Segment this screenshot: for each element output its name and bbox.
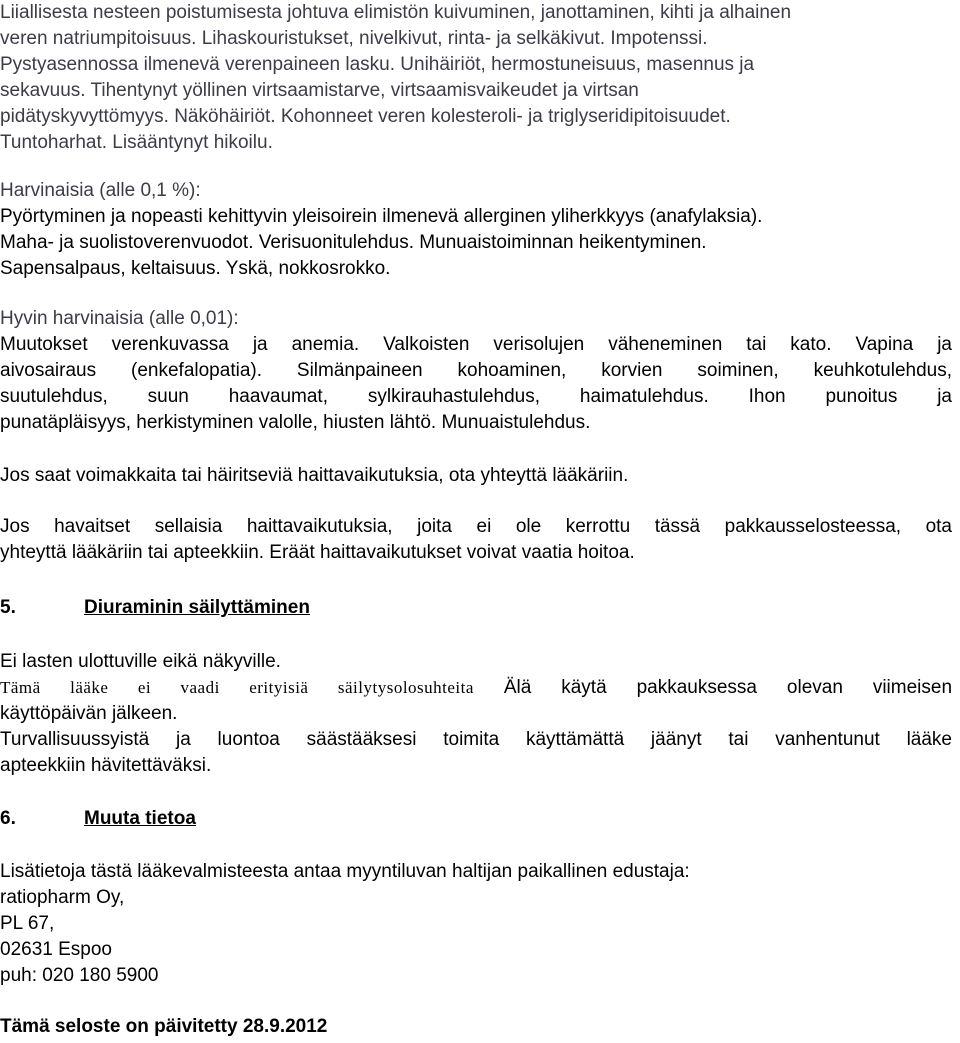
rare-heading: Harvinaisia (alle 0,1 %): [0,180,201,201]
section-5-heading [0,595,310,621]
storage-line-4: Turvallisuussyistä ja luontoa säästääksesi toimita käyttämättä jäänyt tai vanhentunut lääke [0,729,952,750]
section-6-heading [0,806,196,832]
storage-line-2 [0,675,952,701]
storage-line-1: Ei lasten ulottuville eikä näkyville. [0,651,281,672]
rare-line-1: Pyörtyminen ja nopeasti kehittyvin yleisoirein ilmenevä allerginen yliherkkyys (anafylaksia). [0,206,763,227]
contact-note: Jos saat voimakkaita tai häiritseviä haittavaikutuksia, ota yhteyttä lääkäriin. [0,465,629,486]
info-line-1: Lisätietoja tästä lääkevalmisteesta antaa myyntiluvan haltijan paikallinen edustaja: [0,861,690,882]
storage-line-5: apteekkiin hävitettäväksi. [0,755,212,776]
info-po-box: PL 67, [0,913,55,934]
very-rare-line-3: suutulehdus, suun haavaumat, sylkirauhastulehdus, haimatulehdus. Ihon punoitus ja [0,386,952,407]
very-rare-line-1: Muutokset verenkuvassa ja anemia. Valkoisten verisolujen väheneminen tai kato. Vapina ja [0,334,952,355]
rare-line-3: Sapensalpaus, keltaisuus. Yskä, nokkosrokko. [0,258,391,279]
very-rare-line-2: aivosairaus (enkefalopatia). Silmänpaineen kohoaminen, korvien soiminen, keuhkotulehdus, [0,360,952,381]
report-note-line-1: Jos havaitset sellaisia haittavaikutuksia, joita ei ole kerrottu tässä pakkausselosteessa, ota [0,516,952,537]
info-company: ratiopharm Oy, [0,887,125,908]
side-effects-line-5: pidätyskyvyttömyys. Näköhäiriöt. Kohonneet veren kolesteroli- ja triglyseridipitoisuudet. [0,106,731,127]
storage-line-3: käyttöpäivän jälkeen. [0,703,178,724]
side-effects-line-3: Pystyasennossa ilmenevä verenpaineen lasku. Unihäiriöt, hermostuneisuus, masennus ja [0,54,755,75]
section-5-number: 5. [0,597,16,618]
section-6-number: 6. [0,808,16,829]
side-effects-line-1: Liiallisesta nesteen poistumisesta johtuva elimistön kuivuminen, janottaminen, kihti ja alhainen [0,2,792,23]
side-effects-line-6: Tuntoharhat. Lisääntynyt hikoilu. [0,132,273,153]
side-effects-line-4: sekavuus. Tihentynyt yöllinen virtsaamistarve, virtsaamisvaikeudet ja virtsan [0,80,639,101]
storage-serif-text: Tämä lääke ei vaadi erityisiä säilytysolosuhteita [0,678,474,697]
very-rare-heading: Hyvin harvinaisia (alle 0,01): [0,308,239,329]
updated-date: Tämä seloste on päivitetty 28.9.2012 [0,1016,328,1037]
storage-line-2-rest: Älä käytä pakkauksessa olevan viimeisen [503,677,953,698]
rare-line-2: Maha- ja suolistoverenvuodot. Verisuonitulehdus. Munuaistoiminnan heikentyminen. [0,232,707,253]
info-postcode: 02631 Espoo [0,939,112,960]
side-effects-line-2: veren natriumpitoisuus. Lihaskouristukset, nivelkivut, rinta- ja selkäkivut. Impotenssi. [0,28,708,49]
section-5-title: Diuraminin säilyttäminen [84,597,310,618]
info-phone: puh: 020 180 5900 [0,965,159,986]
very-rare-line-4: punatäpläisyys, herkistyminen valolle, hiusten lähtö. Munuaistulehdus. [0,412,591,433]
report-note-line-2: yhteyttä lääkäriin tai apteekkiin. Eräät haittavaikutukset voivat vaatia hoitoa. [0,542,635,563]
section-6-title: Muuta tietoa [84,808,196,829]
